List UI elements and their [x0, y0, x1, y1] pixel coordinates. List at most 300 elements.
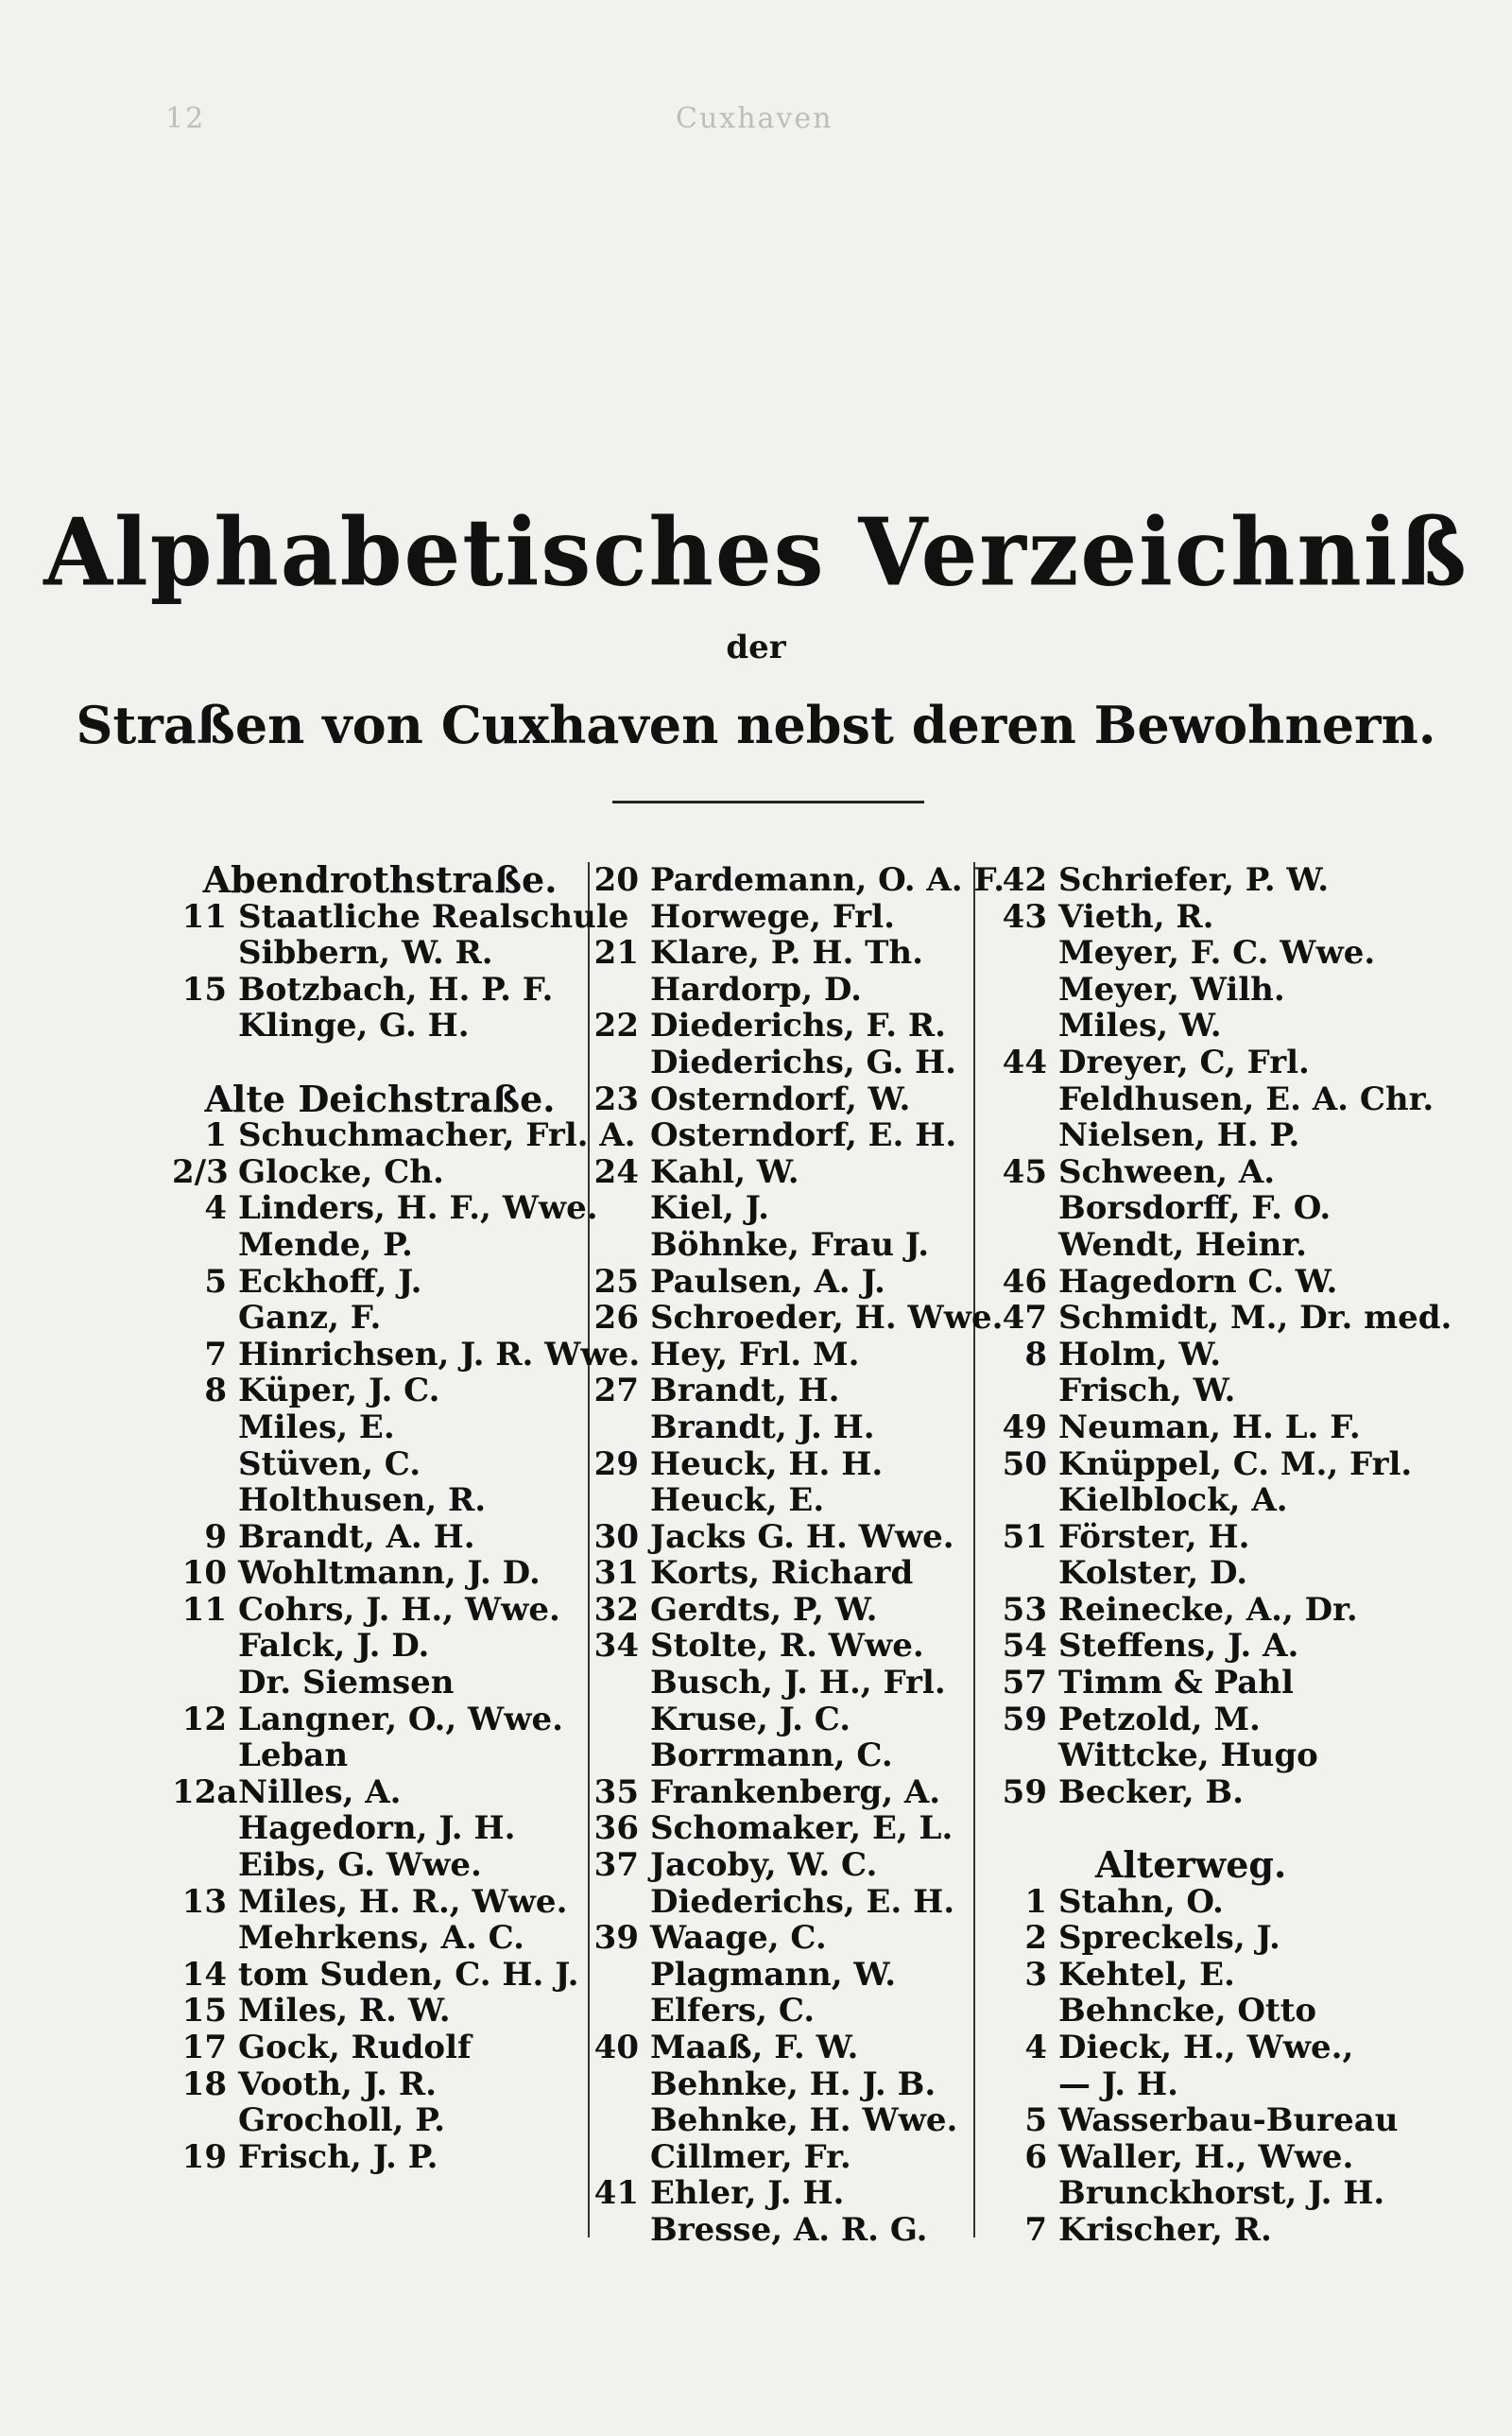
- running-title: Cuxhaven: [676, 102, 833, 135]
- resident-name: Korts, Richard: [650, 1554, 914, 1593]
- resident-entry: [584, 972, 971, 1009]
- resident-name: Ganz, F.: [238, 1299, 382, 1338]
- house-number: [992, 1993, 1058, 2030]
- house-number: [584, 1117, 650, 1154]
- resident-name: Vooth, J. R.: [238, 2065, 437, 2103]
- house-number: 12: [181, 1700, 227, 1738]
- resident-name: Falck, J. D.: [238, 1627, 430, 1666]
- resident-name: Staatliche Realschule: [238, 897, 629, 936]
- house-number: [584, 2139, 650, 2176]
- house-number: 9: [204, 1517, 227, 1556]
- resident-name: Plagmann, W.: [650, 1955, 897, 1994]
- resident-name: Behncke, Otto: [1058, 1992, 1317, 2030]
- resident-entry: [172, 1409, 588, 1446]
- resident-name: Botzbach, H. P. F.: [238, 970, 554, 1009]
- house-number: [992, 935, 1058, 972]
- resident-entry: [584, 2175, 971, 2212]
- resident-name: Frisch, J. P.: [238, 2137, 438, 2176]
- resident-name: Dieck, H., Wwe.,: [1058, 2029, 1354, 2066]
- house-number: [584, 1665, 650, 1702]
- resident-entry: [172, 1189, 598, 1228]
- house-number: [992, 1737, 1058, 1774]
- resident-entry: [992, 2101, 1399, 2140]
- house-number: [172, 935, 238, 972]
- resident-entry: [172, 1884, 588, 1921]
- resident-name: Linders, H. F., Wwe.: [238, 1189, 598, 1228]
- page-number: 12: [165, 102, 206, 135]
- resident-name: Hey, Frl. M.: [650, 1335, 860, 1373]
- house-number: 29: [593, 1444, 639, 1483]
- resident-name: Feldhusen, E. A. Chr.: [1058, 1080, 1435, 1118]
- house-number: 3: [1024, 1955, 1047, 1994]
- resident-name: Waller, H., Wwe.: [1058, 2137, 1354, 2176]
- resident-entry: [584, 2066, 971, 2103]
- house-number: [992, 1117, 1058, 1154]
- resident-name: Schween, A.: [1058, 1152, 1276, 1191]
- house-number: [584, 1045, 650, 1081]
- house-number: 41: [593, 2174, 639, 2213]
- resident-name: Ehler, J. H.: [650, 2174, 845, 2213]
- resident-name: Stüven, C.: [238, 1444, 421, 1483]
- resident-entry: [584, 1628, 971, 1665]
- resident-name: Eibs, G. Wwe.: [238, 1846, 482, 1885]
- resident-name: Hinrichsen, J. R. Wwe.: [238, 1335, 641, 1373]
- resident-entry: [584, 1045, 971, 1081]
- resident-name: Nilles, A.: [238, 1772, 402, 1811]
- house-number: 40: [593, 2029, 639, 2066]
- house-number: 8: [1024, 1335, 1047, 1373]
- house-number: 27: [593, 1372, 639, 1410]
- resident-name: Meyer, F. C. Wwe.: [1058, 934, 1376, 973]
- resident-entry: [992, 1519, 1389, 1556]
- resident-name: Behnke, H. J. B.: [650, 2065, 936, 2103]
- house-number: 22: [593, 1007, 639, 1045]
- resident-name: Reinecke, A., Dr.: [1058, 1590, 1358, 1629]
- resident-entry: [992, 1190, 1389, 1227]
- resident-name: Cohrs, J. H., Wwe.: [238, 1590, 560, 1629]
- resident-name: Mehrkens, A. C.: [238, 1919, 524, 1958]
- directory-column-3: [992, 861, 1452, 2249]
- resident-name: Klare, P. H. Th.: [650, 934, 923, 973]
- title-divider: [612, 801, 924, 803]
- resident-entry: [992, 1665, 1389, 1702]
- house-number: 20: [593, 861, 639, 899]
- house-number: 8: [204, 1372, 227, 1410]
- resident-name: Hardorp, D.: [650, 970, 862, 1009]
- resident-entry: [172, 1482, 588, 1519]
- house-number: 42: [1002, 861, 1047, 899]
- resident-entry: [172, 1993, 588, 2030]
- house-number: [992, 2175, 1058, 2212]
- resident-entry: [992, 1774, 1389, 1811]
- house-number: [172, 1227, 238, 1264]
- house-number: [992, 1373, 1058, 1409]
- resident-name: Wittcke, Hugo: [1058, 1736, 1318, 1775]
- resident-name: Kiel, J.: [650, 1189, 769, 1228]
- resident-name: Diederichs, E. H.: [650, 1882, 955, 1921]
- resident-entry: [172, 1335, 641, 1373]
- resident-name: Frankenberg, A.: [650, 1772, 941, 1811]
- resident-name: Schroeder, H. Wwe.: [650, 1299, 1004, 1338]
- resident-name: Paulsen, A. J.: [650, 1262, 885, 1301]
- resident-entry: [172, 2139, 588, 2176]
- resident-name: Brandt, J. H.: [650, 1408, 875, 1446]
- resident-entry: [584, 1884, 971, 1921]
- resident-name: Kruse, J. C.: [650, 1700, 851, 1738]
- resident-name: Küper, J. C.: [238, 1372, 440, 1410]
- house-number: [584, 1190, 650, 1227]
- resident-name: tom Suden, C. H. J.: [238, 1955, 579, 1994]
- resident-name: Borsdorff, F. O.: [1058, 1189, 1332, 1228]
- house-number: 44: [1002, 1043, 1047, 1081]
- resident-name: Elfers, C.: [650, 1992, 816, 2030]
- resident-name: Brandt, A. H.: [238, 1517, 475, 1556]
- page-subtitle: Straßen von Cuxhaven nebst deren Bewohnern.: [76, 695, 1436, 755]
- resident-entry: [992, 1117, 1389, 1154]
- house-number: [172, 1446, 238, 1483]
- resident-name: Wendt, Heinr.: [1058, 1225, 1307, 1264]
- resident-entry: [992, 1045, 1389, 1081]
- resident-name: Grocholl, P.: [238, 2101, 446, 2140]
- resident-name: Diederichs, F. R.: [650, 1007, 946, 1045]
- house-number: [172, 1482, 238, 1519]
- house-number: 43: [1002, 897, 1047, 936]
- resident-entry: [992, 1080, 1435, 1118]
- house-number: [584, 1702, 650, 1738]
- house-number: 1: [204, 1116, 227, 1155]
- resident-name: Cillmer, Fr.: [650, 2137, 851, 2176]
- resident-name: Borrmann, C.: [650, 1736, 893, 1775]
- resident-name: Wasserbau-Bureau: [1058, 2101, 1399, 2140]
- house-number: 7: [1024, 2210, 1047, 2249]
- resident-entry: [584, 1810, 971, 1847]
- house-number: [584, 2212, 650, 2249]
- resident-entry: [584, 1446, 971, 1483]
- spacer: [172, 1045, 588, 1081]
- resident-entry: [172, 897, 629, 936]
- house-number: 2/3: [172, 1152, 229, 1191]
- resident-name: Schuchmacher, Frl. A.: [238, 1116, 636, 1155]
- resident-entry: [992, 1737, 1389, 1774]
- house-number: 54: [1002, 1627, 1047, 1666]
- house-number: 5: [204, 1262, 227, 1301]
- street-heading: Alterweg.: [1094, 1843, 1287, 1887]
- house-number: 30: [593, 1517, 639, 1556]
- house-number: [584, 972, 650, 1009]
- resident-entry: [172, 2030, 588, 2066]
- resident-entry: [584, 1993, 971, 2030]
- resident-name: Schomaker, E, L.: [650, 1809, 954, 1848]
- resident-name: Brunckhorst, J. H.: [1058, 2174, 1385, 2213]
- resident-name: Eckhoff, J.: [238, 1262, 422, 1301]
- resident-name: Dreyer, C, Frl.: [1058, 1043, 1310, 1081]
- resident-entry: [992, 1373, 1389, 1409]
- column-divider: [973, 862, 975, 2237]
- house-number: [172, 1847, 238, 1884]
- resident-entry: [584, 1555, 971, 1592]
- resident-entry: [992, 972, 1389, 1009]
- resident-entry: [992, 862, 1389, 899]
- house-number: 2: [1024, 1919, 1047, 1958]
- resident-entry: [172, 1300, 588, 1337]
- resident-entry: [992, 1993, 1389, 2030]
- house-number: [992, 1081, 1058, 1118]
- house-number: [584, 2102, 650, 2139]
- house-number: [172, 1409, 238, 1446]
- resident-name: Miles, E.: [238, 1408, 395, 1446]
- resident-name: Horwege, Frl.: [650, 897, 895, 936]
- house-number: 45: [1002, 1152, 1047, 1191]
- house-number: [992, 1555, 1058, 1592]
- resident-entry: [172, 1555, 588, 1592]
- house-number: 13: [181, 1882, 227, 1921]
- resident-name: Miles, R. W.: [238, 1992, 451, 2030]
- resident-name: Pardemann, O. A. F.: [650, 861, 1005, 899]
- house-number: 59: [1002, 1700, 1047, 1738]
- resident-entry: [992, 2030, 1389, 2066]
- resident-entry: [172, 1264, 588, 1301]
- house-number: [172, 1920, 238, 1957]
- resident-entry: [992, 899, 1389, 936]
- resident-entry: [172, 972, 588, 1009]
- resident-entry: [992, 1154, 1389, 1191]
- house-number: 5: [1024, 2101, 1047, 2140]
- resident-entry: [584, 1519, 971, 1556]
- resident-name: Brandt, H.: [650, 1372, 840, 1410]
- resident-name: Frisch, W.: [1058, 1372, 1236, 1410]
- resident-entry: [584, 2102, 971, 2139]
- resident-entry: [992, 1444, 1413, 1483]
- resident-name: Klinge, G. H.: [238, 1007, 470, 1045]
- house-number: 34: [593, 1627, 639, 1666]
- house-number: 1: [1024, 1882, 1047, 1921]
- resident-name: Kielblock, A.: [1058, 1481, 1288, 1520]
- resident-name: Petzold, M.: [1058, 1700, 1261, 1738]
- resident-entry: [172, 1154, 588, 1191]
- resident-entry: [992, 1299, 1452, 1338]
- house-number: [584, 1482, 650, 1519]
- resident-entry: [992, 1409, 1389, 1446]
- house-number: 50: [1002, 1444, 1047, 1483]
- resident-name: Wohltmann, J. D.: [238, 1554, 541, 1593]
- resident-name: Jacoby, W. C.: [650, 1846, 878, 1885]
- resident-entry: [992, 1555, 1389, 1592]
- resident-entry: [172, 1519, 588, 1556]
- resident-entry: [584, 1665, 971, 1702]
- house-number: 26: [593, 1299, 639, 1338]
- resident-entry: [584, 1737, 971, 1774]
- resident-name: Kehtel, E.: [1058, 1955, 1235, 1994]
- resident-entry: [584, 1117, 971, 1154]
- house-number: [584, 2066, 650, 2103]
- resident-entry: [992, 935, 1389, 972]
- resident-name: Behnke, H. Wwe.: [650, 2101, 958, 2140]
- house-number: 6: [1024, 2137, 1047, 2176]
- house-number: 7: [204, 1335, 227, 1373]
- resident-name: Osterndorf, E. H.: [650, 1116, 957, 1155]
- resident-entry: [584, 1409, 971, 1446]
- resident-entry: [584, 1337, 971, 1373]
- house-number: [584, 1227, 650, 1264]
- resident-name: Steffens, J. A.: [1058, 1627, 1299, 1666]
- resident-entry: [584, 2212, 971, 2249]
- resident-entry: [992, 1957, 1389, 1994]
- resident-name: Schmidt, M., Dr. med.: [1058, 1299, 1452, 1338]
- house-number: 21: [593, 934, 639, 973]
- resident-entry: [992, 1920, 1389, 1957]
- resident-entry: [172, 1774, 588, 1811]
- house-number: 59: [1002, 1772, 1047, 1811]
- resident-entry: [172, 1008, 588, 1045]
- resident-entry: [992, 1592, 1389, 1629]
- spacer: [992, 1810, 1389, 1847]
- house-number: 49: [1002, 1408, 1047, 1446]
- resident-entry: [172, 1737, 588, 1774]
- house-number: 57: [1002, 1664, 1047, 1702]
- resident-name: Holm, W.: [1058, 1335, 1222, 1373]
- resident-entry: [584, 1154, 971, 1191]
- house-number: 37: [593, 1846, 639, 1885]
- resident-entry: [584, 1299, 1004, 1338]
- house-number: 10: [181, 1554, 227, 1593]
- resident-name: — J. H.: [1058, 2065, 1178, 2103]
- resident-entry: [172, 1665, 588, 1702]
- subtitle-connector: der: [726, 629, 786, 666]
- resident-entry: [172, 1810, 588, 1847]
- house-number: [172, 1665, 238, 1702]
- resident-name: Kolster, D.: [1058, 1554, 1248, 1593]
- house-number: 46: [1002, 1262, 1047, 1301]
- street-heading: Abendrothstraße.: [202, 858, 558, 901]
- resident-name: Holthusen, R.: [238, 1481, 487, 1520]
- resident-entry: [992, 2175, 1389, 2212]
- house-number: 12a: [172, 1772, 238, 1811]
- house-number: 15: [181, 1992, 227, 2030]
- house-number: 4: [204, 1189, 227, 1228]
- resident-entry: [992, 1264, 1389, 1301]
- resident-entry: [584, 1373, 971, 1409]
- resident-entry: [992, 1337, 1389, 1373]
- resident-entry: [172, 1920, 588, 1957]
- resident-entry: [172, 1957, 588, 1994]
- house-number: 14: [181, 1955, 227, 1994]
- resident-name: Hagedorn, J. H.: [238, 1809, 516, 1848]
- house-number: [584, 1957, 650, 1994]
- house-number: 51: [1002, 1517, 1047, 1556]
- house-number: [584, 1993, 650, 2030]
- house-number: [172, 2102, 238, 2139]
- house-number: 36: [593, 1809, 639, 1848]
- resident-name: Timm & Pahl: [1058, 1664, 1294, 1702]
- resident-name: Böhnke, Frau J.: [650, 1225, 930, 1264]
- house-number: 35: [593, 1772, 639, 1811]
- house-number: 31: [593, 1554, 639, 1593]
- house-number: [584, 1409, 650, 1446]
- house-number: 24: [593, 1152, 639, 1191]
- resident-name: Gock, Rudolf: [238, 2029, 472, 2066]
- resident-entry: [584, 1227, 971, 1264]
- resident-entry: [584, 2139, 971, 2176]
- house-number: [992, 1227, 1058, 1264]
- resident-entry: [584, 1957, 971, 1994]
- resident-name: Meyer, Wilh.: [1058, 970, 1285, 1009]
- house-number: [584, 1337, 650, 1373]
- house-number: [992, 1008, 1058, 1045]
- house-number: 4: [1024, 2029, 1047, 2066]
- resident-name: Maaß, F. W.: [650, 2029, 859, 2066]
- house-number: 53: [1002, 1590, 1047, 1629]
- resident-entry: [584, 1592, 971, 1629]
- resident-name: Stahn, O.: [1058, 1882, 1224, 1921]
- house-number: [584, 1737, 650, 1774]
- resident-entry: [584, 1702, 971, 1738]
- resident-entry: [584, 1482, 971, 1519]
- house-number: [584, 1884, 650, 1921]
- house-number: [172, 1008, 238, 1045]
- resident-entry: [584, 861, 1005, 899]
- house-number: 18: [181, 2065, 227, 2103]
- resident-name: Kahl, W.: [650, 1152, 799, 1191]
- resident-entry: [584, 1008, 971, 1045]
- resident-name: Glocke, Ch.: [238, 1152, 444, 1191]
- house-number: [992, 2066, 1058, 2103]
- resident-name: Neuman, H. L. F.: [1058, 1408, 1361, 1446]
- resident-entry: [172, 2102, 588, 2139]
- house-number: 39: [593, 1919, 639, 1958]
- resident-entry: [584, 2030, 971, 2066]
- resident-entry: [172, 1592, 588, 1629]
- house-number: [584, 899, 650, 936]
- house-number: 15: [181, 970, 227, 1009]
- street-heading: Alte Deichstraße.: [204, 1077, 556, 1120]
- resident-entry: [172, 1116, 636, 1155]
- resident-entry: [172, 2066, 588, 2103]
- resident-name: Busch, J. H., Frl.: [650, 1664, 946, 1702]
- resident-entry: [584, 1264, 971, 1301]
- resident-name: Gerdts, P, W.: [650, 1590, 878, 1629]
- resident-name: Schriefer, P. W.: [1058, 861, 1330, 899]
- resident-name: Langner, O., Wwe.: [238, 1700, 563, 1738]
- resident-entry: [584, 1190, 971, 1227]
- house-number: [172, 1300, 238, 1337]
- resident-name: Förster, H.: [1058, 1517, 1250, 1556]
- resident-entry: [172, 935, 588, 972]
- house-number: [992, 972, 1058, 1009]
- resident-name: Heuck, E.: [650, 1481, 825, 1520]
- resident-entry: [992, 2066, 1389, 2103]
- resident-name: Hagedorn C. W.: [1058, 1262, 1338, 1301]
- resident-name: Diederichs, G. H.: [650, 1043, 956, 1081]
- resident-entry: [172, 1628, 588, 1665]
- house-number: [992, 1482, 1058, 1519]
- resident-name: Stolte, R. Wwe.: [650, 1627, 924, 1666]
- resident-entry: [172, 1847, 588, 1884]
- house-number: 47: [1002, 1299, 1047, 1338]
- house-number: 32: [593, 1590, 639, 1629]
- house-number: [172, 1810, 238, 1847]
- resident-name: Knüppel, C. M., Frl.: [1058, 1444, 1413, 1483]
- resident-name: Waage, C.: [650, 1919, 827, 1958]
- resident-name: Bresse, A. R. G.: [650, 2210, 928, 2249]
- resident-name: Spreckels, J.: [1058, 1919, 1280, 1958]
- resident-entry: [584, 1920, 971, 1957]
- resident-entry: [992, 1482, 1389, 1519]
- resident-name: Leban: [238, 1736, 349, 1775]
- house-number: [992, 1190, 1058, 1227]
- resident-entry: [584, 1774, 971, 1811]
- resident-name: Heuck, H. H.: [650, 1444, 884, 1483]
- resident-name: Miles, W.: [1058, 1007, 1222, 1045]
